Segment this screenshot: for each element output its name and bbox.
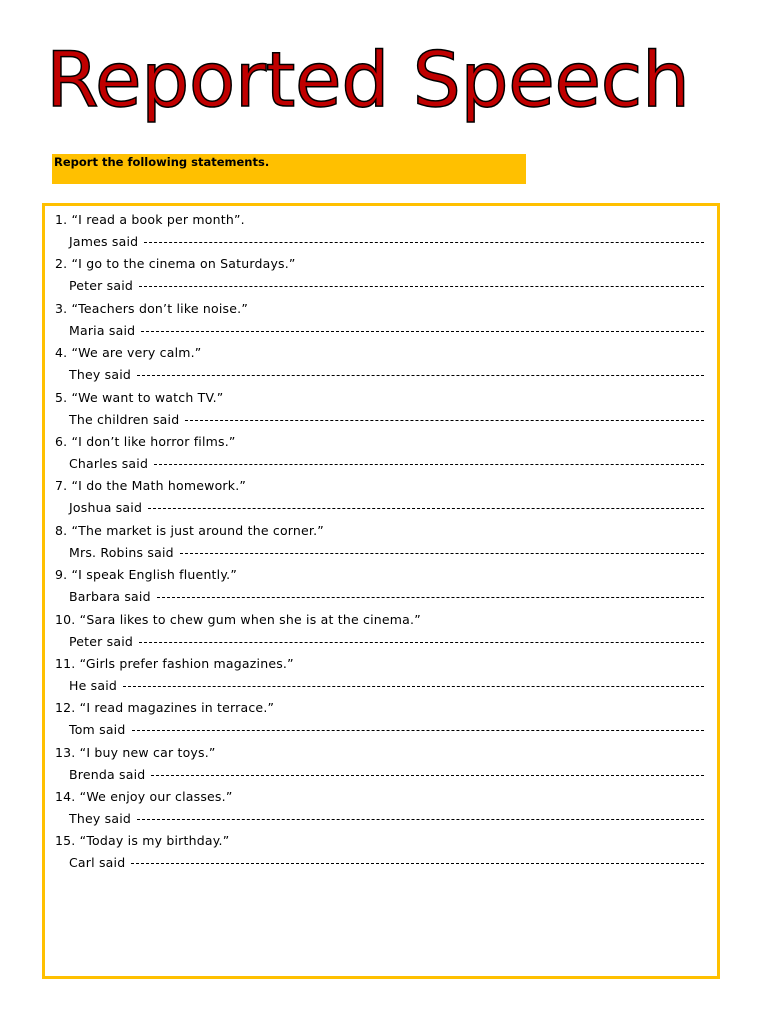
answer-lead: He said xyxy=(69,677,118,693)
exercise-statement: 1. “I read a book per month”. xyxy=(55,212,245,227)
answer-line xyxy=(69,634,704,649)
answer-blank[interactable] xyxy=(132,730,705,731)
exercise-item xyxy=(45,561,717,605)
answer-blank[interactable] xyxy=(180,553,704,554)
answer-line xyxy=(69,811,704,826)
exercise-statement: 3. “Teachers don’t like noise.” xyxy=(55,300,248,316)
exercise-statement: 9. “I speak English fluently.” xyxy=(55,567,238,583)
exercise-item xyxy=(45,827,717,871)
answer-lead: Peter said xyxy=(69,278,134,294)
exercise-item xyxy=(45,606,717,650)
exercise-item xyxy=(45,472,717,516)
exercise-item xyxy=(45,206,717,250)
answer-blank[interactable] xyxy=(151,775,704,776)
answer-lead: Tom said xyxy=(69,722,126,738)
answer-lead: Maria said xyxy=(69,322,136,338)
answer-blank[interactable] xyxy=(137,819,704,820)
answer-line xyxy=(69,456,704,471)
answer-line xyxy=(69,722,704,737)
exercise-item xyxy=(45,517,717,561)
exercise-statement: 8. “The market is just around the corner.” xyxy=(55,522,324,538)
exercise-statement: 11. “Girls prefer fashion magazines.” xyxy=(55,655,294,671)
page-title: Reported Speech xyxy=(46,35,690,124)
answer-lead: Peter said xyxy=(69,633,134,649)
answer-blank[interactable] xyxy=(154,464,704,465)
answer-line xyxy=(69,278,704,293)
answer-line xyxy=(69,234,704,249)
exercise-item xyxy=(45,694,717,738)
answer-line xyxy=(69,412,704,427)
answer-blank[interactable] xyxy=(131,863,704,864)
answer-lead: Brenda said xyxy=(69,766,146,782)
exercise-statement: 15. “Today is my birthday.” xyxy=(55,833,230,849)
exercise-item xyxy=(45,384,717,428)
exercise-item xyxy=(45,783,717,827)
exercise-item xyxy=(45,295,717,339)
exercise-item xyxy=(45,339,717,383)
answer-lead: James said xyxy=(69,234,139,249)
exercise-statement: 13. “I buy new car toys.” xyxy=(55,744,216,760)
answer-lead: Barbara said xyxy=(69,589,151,605)
exercise-statement: 4. “We are very calm.” xyxy=(55,345,202,361)
exercise-item xyxy=(45,428,717,472)
answer-blank[interactable] xyxy=(185,420,704,421)
answer-blank[interactable] xyxy=(139,286,704,287)
exercise-item xyxy=(45,650,717,694)
exercise-statement: 7. “I do the Math homework.” xyxy=(55,478,247,494)
exercise-statement: 12. “I read magazines in terrace.” xyxy=(55,700,275,716)
instruction-banner xyxy=(52,154,526,184)
exercise-statement: 6. “I don’t like horror films.” xyxy=(55,433,236,449)
exercise-statement: 14. “We enjoy our classes.” xyxy=(55,789,233,805)
answer-blank[interactable] xyxy=(144,242,704,243)
instruction-text: Report the following statements. xyxy=(54,155,270,169)
answer-blank[interactable] xyxy=(157,597,704,598)
answer-line xyxy=(69,323,704,338)
exercise-box xyxy=(42,203,720,979)
exercise-item xyxy=(45,250,717,294)
exercise-statement: 5. “We want to watch TV.” xyxy=(55,389,224,405)
answer-blank[interactable] xyxy=(148,508,704,509)
exercise-item xyxy=(45,739,717,783)
answer-blank[interactable] xyxy=(141,331,704,332)
answer-lead: Carl said xyxy=(69,855,126,871)
answer-lead: Joshua said xyxy=(69,500,143,516)
answer-blank[interactable] xyxy=(123,686,704,687)
answer-line xyxy=(69,545,704,560)
answer-line xyxy=(69,367,704,382)
answer-lead: Mrs. Robins said xyxy=(69,544,174,560)
answer-lead: Charles said xyxy=(69,455,149,471)
answer-blank[interactable] xyxy=(137,375,704,376)
answer-lead: They said xyxy=(69,811,131,827)
answer-line xyxy=(69,678,704,693)
answer-lead: The children said xyxy=(69,411,180,427)
answer-line xyxy=(69,855,704,870)
answer-line xyxy=(69,500,704,515)
exercise-statement: 10. “Sara likes to chew gum when she is at the cinema.” xyxy=(55,611,421,627)
exercise-list xyxy=(45,206,717,872)
answer-line xyxy=(69,767,704,782)
exercise-statement: 2. “I go to the cinema on Saturdays.” xyxy=(55,256,296,272)
answer-line xyxy=(69,589,704,604)
answer-blank[interactable] xyxy=(139,642,704,643)
answer-lead: They said xyxy=(69,367,131,383)
